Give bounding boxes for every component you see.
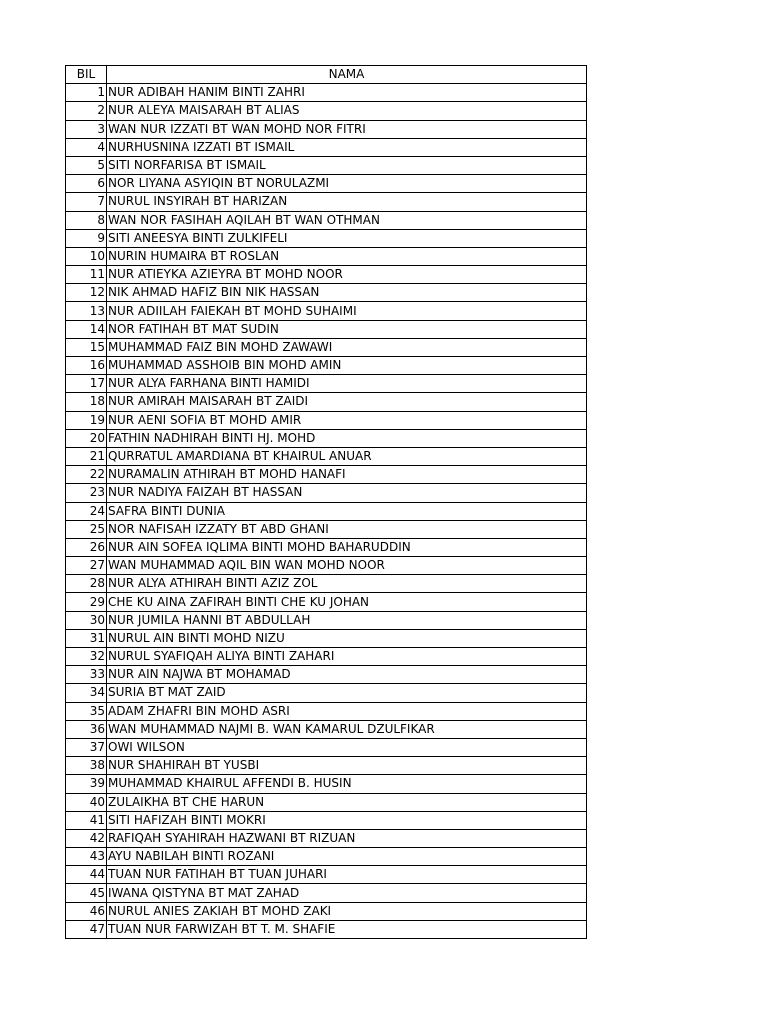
table-row — [66, 302, 587, 320]
table-row — [66, 793, 587, 811]
row-number: 13 — [66, 302, 107, 320]
student-name: MUHAMMAD KHAIRUL AFFENDI B. HUSIN — [107, 775, 587, 793]
row-number: 4 — [66, 138, 107, 156]
table-row — [66, 684, 587, 702]
student-name: NUR ALYA FARHANA BINTI HAMIDI — [107, 375, 587, 393]
student-name: NOR FATIHAH BT MAT SUDIN — [107, 320, 587, 338]
student-name: WAN MUHAMMAD AQIL BIN WAN MOHD NOOR — [107, 557, 587, 575]
student-name: NUR AMIRAH MAISARAH BT ZAIDI — [107, 393, 587, 411]
row-number: 11 — [66, 266, 107, 284]
table-row — [66, 193, 587, 211]
student-name: MUHAMMAD ASSHOIB BIN MOHD AMIN — [107, 357, 587, 375]
student-name: TUAN NUR FARWIZAH BT T. M. SHAFIE — [107, 920, 587, 938]
student-name: CHE KU AINA ZAFIRAH BINTI CHE KU JOHAN — [107, 593, 587, 611]
student-name: TUAN NUR FATIHAH BT TUAN JUHARI — [107, 866, 587, 884]
row-number: 42 — [66, 829, 107, 847]
row-number: 28 — [66, 575, 107, 593]
row-number: 1 — [66, 84, 107, 102]
row-number: 12 — [66, 284, 107, 302]
table-row — [66, 484, 587, 502]
table-row — [66, 211, 587, 229]
student-name: NURHUSNINA IZZATI BT ISMAIL — [107, 138, 587, 156]
row-number: 10 — [66, 247, 107, 265]
row-number: 40 — [66, 793, 107, 811]
student-name: NUR ADIBAH HANIM BINTI ZAHRI — [107, 84, 587, 102]
table-row — [66, 629, 587, 647]
table-row — [66, 702, 587, 720]
student-name: ADAM ZHAFRI BIN MOHD ASRI — [107, 702, 587, 720]
table-row — [66, 411, 587, 429]
row-number: 41 — [66, 811, 107, 829]
student-name: WAN NUR IZZATI BT WAN MOHD NOR FITRI — [107, 120, 587, 138]
table-row — [66, 902, 587, 920]
student-name: NURAMALIN ATHIRAH BT MOHD HANAFI — [107, 466, 587, 484]
row-number: 36 — [66, 720, 107, 738]
table-row — [66, 375, 587, 393]
student-name: IWANA QISTYNA BT MAT ZAHAD — [107, 884, 587, 902]
student-name: OWI WILSON — [107, 738, 587, 756]
row-number: 16 — [66, 357, 107, 375]
student-name: NUR AENI SOFIA BT MOHD AMIR — [107, 411, 587, 429]
table-row — [66, 593, 587, 611]
row-number: 37 — [66, 738, 107, 756]
row-number: 24 — [66, 502, 107, 520]
student-name: SURIA BT MAT ZAID — [107, 684, 587, 702]
student-name: SITI HAFIZAH BINTI MOKRI — [107, 811, 587, 829]
row-number: 46 — [66, 902, 107, 920]
row-number: 15 — [66, 338, 107, 356]
row-number: 5 — [66, 156, 107, 174]
table-row — [66, 247, 587, 265]
table-row — [66, 447, 587, 465]
row-number: 35 — [66, 702, 107, 720]
student-name: AYU NABILAH BINTI ROZANI — [107, 848, 587, 866]
row-number: 31 — [66, 629, 107, 647]
row-number: 27 — [66, 557, 107, 575]
row-number: 45 — [66, 884, 107, 902]
student-name: NUR SHAHIRAH BT YUSBI — [107, 757, 587, 775]
table-row — [66, 138, 587, 156]
row-number: 7 — [66, 193, 107, 211]
student-name: NURUL AIN BINTI MOHD NIZU — [107, 629, 587, 647]
row-number: 25 — [66, 520, 107, 538]
row-number: 17 — [66, 375, 107, 393]
table-row — [66, 429, 587, 447]
row-number: 14 — [66, 320, 107, 338]
row-number: 38 — [66, 757, 107, 775]
row-number: 47 — [66, 920, 107, 938]
table-row — [66, 757, 587, 775]
table-row — [66, 611, 587, 629]
row-number: 26 — [66, 538, 107, 556]
table-row — [66, 393, 587, 411]
row-number: 44 — [66, 866, 107, 884]
table-row — [66, 338, 587, 356]
table-row — [66, 284, 587, 302]
student-name: SAFRA BINTI DUNIA — [107, 502, 587, 520]
student-name: WAN MUHAMMAD NAJMI B. WAN KAMARUL DZULFIKAR — [107, 720, 587, 738]
student-name: NUR ATIEYKA AZIEYRA BT MOHD NOOR — [107, 266, 587, 284]
table-row — [66, 84, 587, 102]
table-row — [66, 884, 587, 902]
header-bil: BIL — [66, 66, 107, 84]
student-name: SITI NORFARISA BT ISMAIL — [107, 156, 587, 174]
student-name: SITI ANEESYA BINTI ZULKIFELI — [107, 229, 587, 247]
table-row — [66, 320, 587, 338]
table-row — [66, 357, 587, 375]
row-number: 18 — [66, 393, 107, 411]
student-name: NOR NAFISAH IZZATY BT ABD GHANI — [107, 520, 587, 538]
table-row — [66, 557, 587, 575]
row-number: 34 — [66, 684, 107, 702]
row-number: 29 — [66, 593, 107, 611]
student-name: NOR LIYANA ASYIQIN BT NORULAZMI — [107, 175, 587, 193]
table-row — [66, 811, 587, 829]
table-body — [66, 84, 587, 939]
table-row — [66, 575, 587, 593]
student-name: RAFIQAH SYAHIRAH HAZWANI BT RIZUAN — [107, 829, 587, 847]
table-row — [66, 775, 587, 793]
row-number: 21 — [66, 447, 107, 465]
table-row — [66, 720, 587, 738]
row-number: 20 — [66, 429, 107, 447]
table-row — [66, 229, 587, 247]
table-row — [66, 156, 587, 174]
student-name: NIK AHMAD HAFIZ BIN NIK HASSAN — [107, 284, 587, 302]
header-row — [66, 66, 587, 84]
row-number: 9 — [66, 229, 107, 247]
student-name: MUHAMMAD FAIZ BIN MOHD ZAWAWI — [107, 338, 587, 356]
row-number: 19 — [66, 411, 107, 429]
table-row — [66, 920, 587, 938]
student-name: QURRATUL AMARDIANA BT KHAIRUL ANUAR — [107, 447, 587, 465]
table-row — [66, 829, 587, 847]
student-name: NUR ALYA ATHIRAH BINTI AZIZ ZOL — [107, 575, 587, 593]
table-row — [66, 738, 587, 756]
table-row — [66, 866, 587, 884]
row-number: 6 — [66, 175, 107, 193]
row-number: 39 — [66, 775, 107, 793]
row-number: 2 — [66, 102, 107, 120]
table-row — [66, 520, 587, 538]
row-number: 8 — [66, 211, 107, 229]
row-number: 3 — [66, 120, 107, 138]
student-name: NUR ADIILAH FAIEKAH BT MOHD SUHAIMI — [107, 302, 587, 320]
table-row — [66, 502, 587, 520]
table-row — [66, 848, 587, 866]
row-number: 43 — [66, 848, 107, 866]
student-name: ZULAIKHA BT CHE HARUN — [107, 793, 587, 811]
table-row — [66, 538, 587, 556]
row-number: 33 — [66, 666, 107, 684]
student-name: NUR NADIYA FAIZAH BT HASSAN — [107, 484, 587, 502]
row-number: 22 — [66, 466, 107, 484]
student-name: NUR ALEYA MAISARAH BT ALIAS — [107, 102, 587, 120]
row-number: 32 — [66, 648, 107, 666]
student-name: FATHIN NADHIRAH BINTI HJ. MOHD — [107, 429, 587, 447]
table-row — [66, 648, 587, 666]
table-row — [66, 266, 587, 284]
row-number: 23 — [66, 484, 107, 502]
table-row — [66, 102, 587, 120]
student-name: NURUL INSYIRAH BT HARIZAN — [107, 193, 587, 211]
student-name: WAN NOR FASIHAH AQILAH BT WAN OTHMAN — [107, 211, 587, 229]
header-nama: NAMA — [107, 66, 587, 84]
student-name: NURUL ANIES ZAKIAH BT MOHD ZAKI — [107, 902, 587, 920]
student-name: NUR AIN NAJWA BT MOHAMAD — [107, 666, 587, 684]
table-row — [66, 666, 587, 684]
student-name: NUR JUMILA HANNI BT ABDULLAH — [107, 611, 587, 629]
table-row — [66, 120, 587, 138]
student-name-table — [65, 65, 587, 939]
table-row — [66, 466, 587, 484]
row-number: 30 — [66, 611, 107, 629]
student-name: NURIN HUMAIRA BT ROSLAN — [107, 247, 587, 265]
student-name: NUR AIN SOFEA IQLIMA BINTI MOHD BAHARUDDIN — [107, 538, 587, 556]
table-row — [66, 175, 587, 193]
student-name: NURUL SYAFIQAH ALIYA BINTI ZAHARI — [107, 648, 587, 666]
